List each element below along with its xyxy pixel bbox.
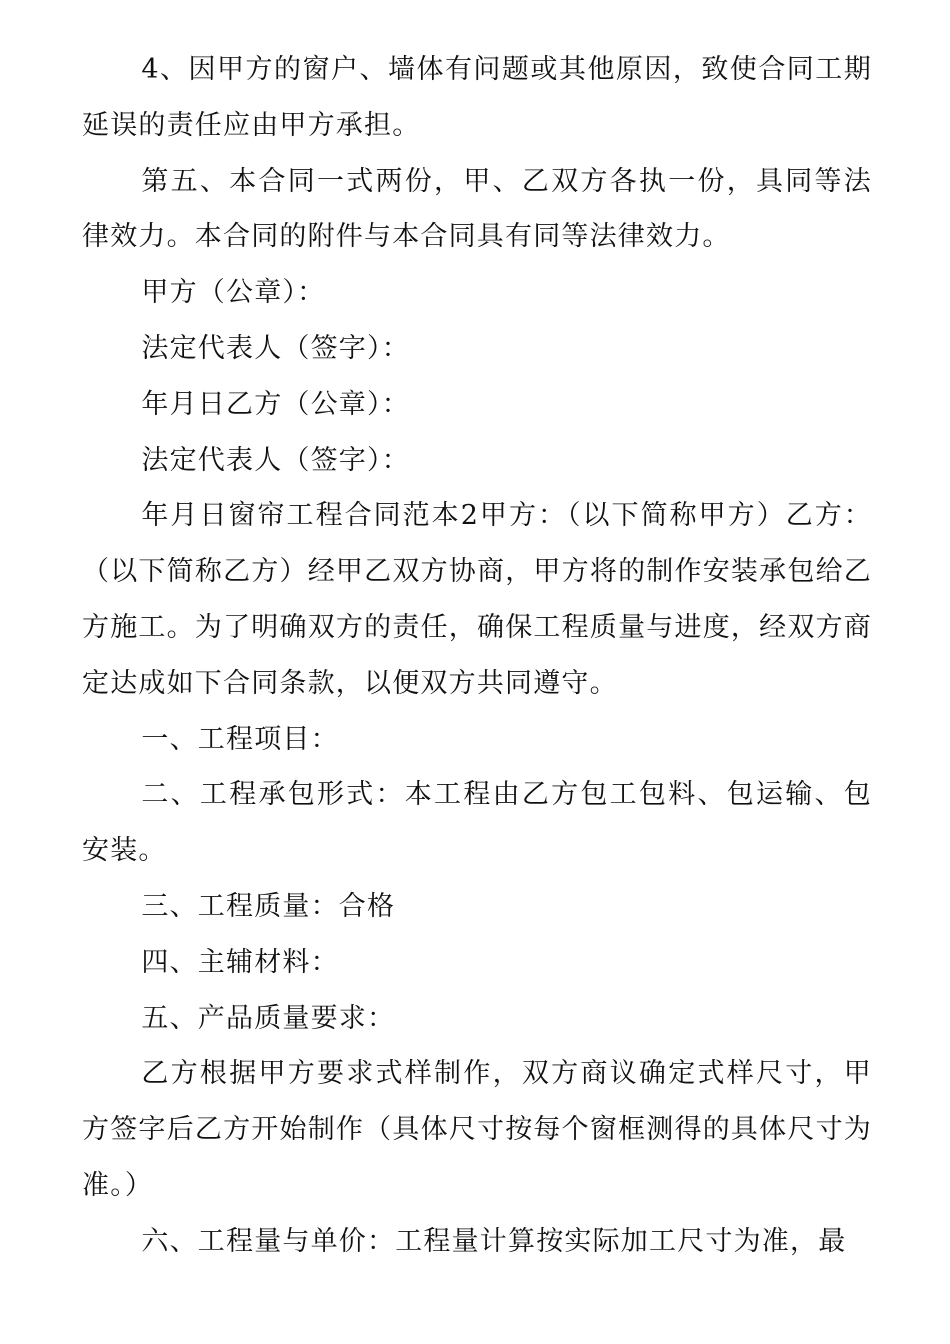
section-contract-form: 二、工程承包形式：本工程由乙方包工包料、包运输、包安装。 xyxy=(82,779,872,867)
document-body xyxy=(82,42,872,1270)
party-a-seal-line: 甲方（公章）： xyxy=(141,277,326,309)
section-quantity-unit-price: 六、工程量与单价：工程量计算按实际加工尺寸为准，最 xyxy=(141,1225,847,1257)
section-project: 一、工程项目： xyxy=(141,723,339,755)
section-quality: 三、工程质量：合格 xyxy=(141,890,396,922)
paragraph-contract-template-intro: 年月日窗帘工程合同范本2甲方：（以下简称甲方）乙方：（以下简称乙方）经甲乙双方协商，甲方将的制作安装承包给乙方施工。为了明确双方的责任，确保工程质量与进度，经双方商定达成如下合同条款，以便双方共同遵守。 xyxy=(82,500,872,699)
legal-representative-signature-line-2: 法定代表人（签字）： xyxy=(141,444,410,476)
section-materials: 四、主辅材料： xyxy=(141,946,339,978)
date-party-b-seal-line: 年月日乙方（公章）： xyxy=(141,388,410,420)
legal-representative-signature-line: 法定代表人（签字）： xyxy=(141,332,410,364)
paragraph-delay-responsibility: 4、因甲方的窗户、墙体有问题或其他原因，致使合同工期延误的责任应由甲方承担。 xyxy=(82,54,872,141)
paragraph-contract-copies: 第五、本合同一式两份，甲、乙双方各执一份，具同等法律效力。本合同的附件与本合同具有同等法律效力。 xyxy=(82,165,872,253)
section-product-quality: 五、产品质量要求： xyxy=(141,1002,396,1034)
paragraph-style-confirmation: 乙方根据甲方要求式样制作，双方商议确定式样尺寸，甲方签字后乙方开始制作（具体尺寸按每个窗框测得的具体尺寸为准。） xyxy=(82,1058,872,1201)
